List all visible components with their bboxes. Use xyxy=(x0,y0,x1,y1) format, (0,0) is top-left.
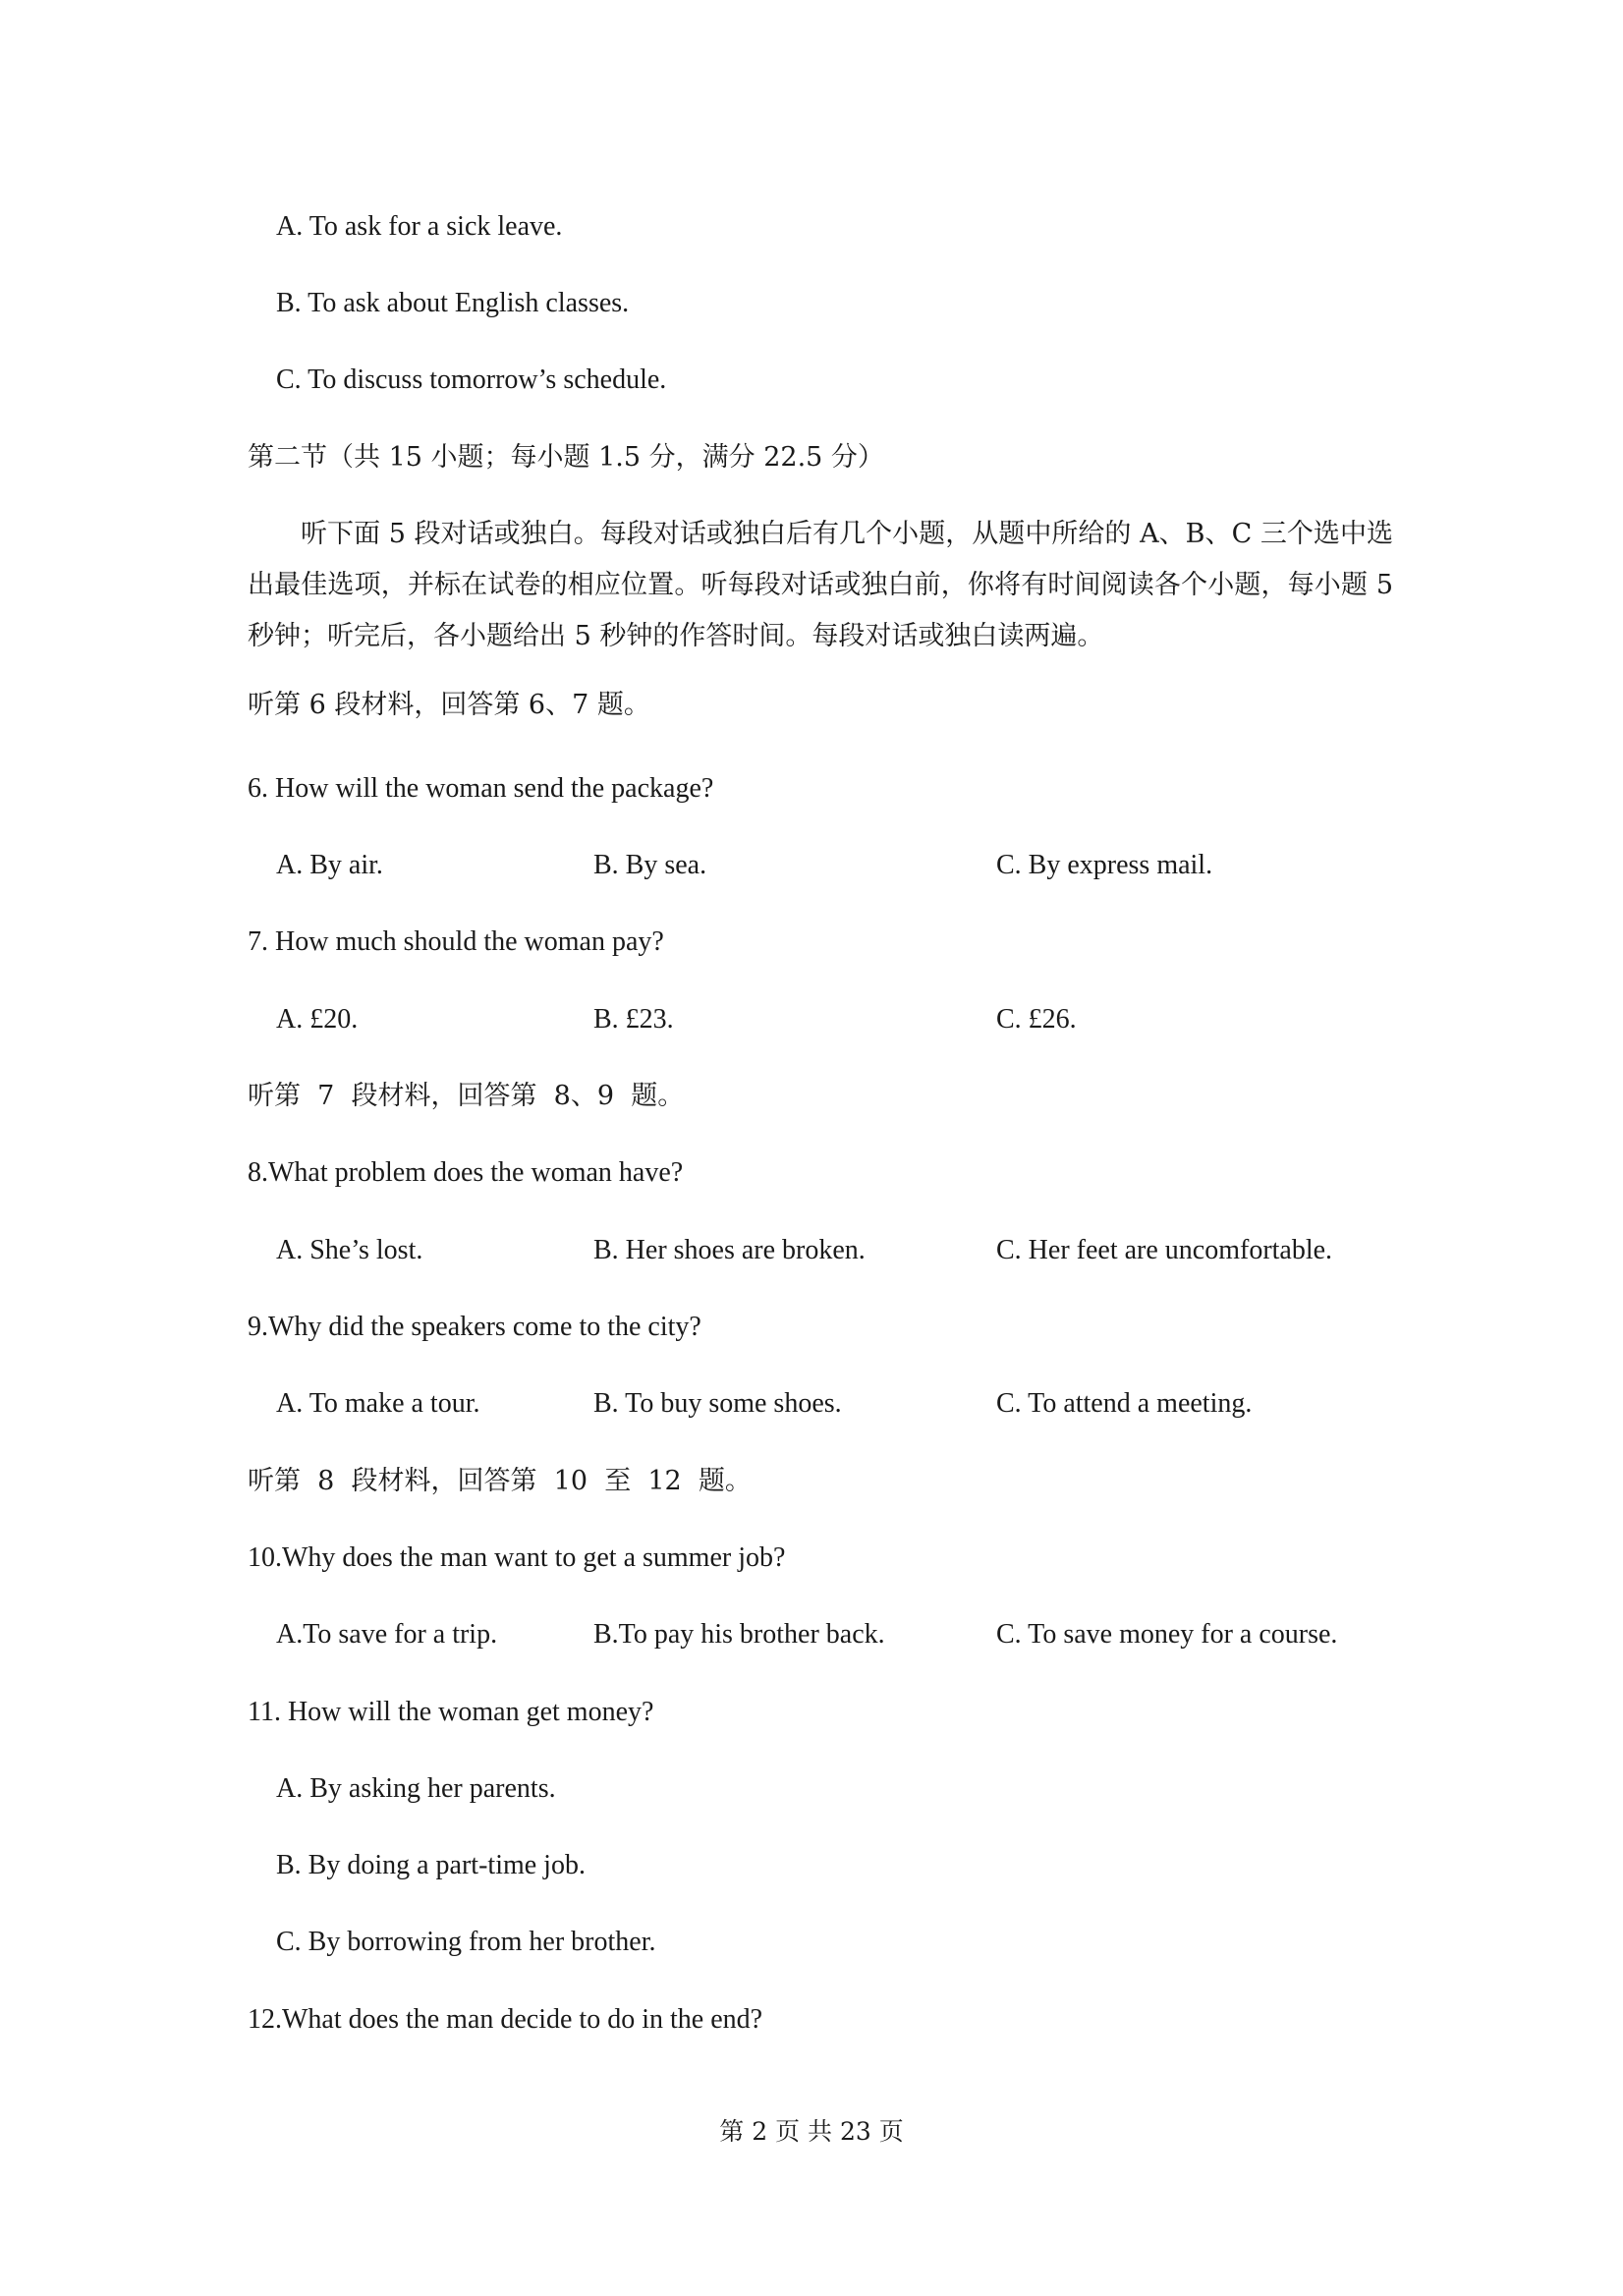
q11-option-c: C. By borrowing from her brother. xyxy=(276,1927,656,1957)
q7-option-a: A. £20. xyxy=(276,1004,359,1035)
q5-option-b: B. To ask about English classes. xyxy=(276,288,630,318)
question-10: 10.Why does the man want to get a summer job? xyxy=(248,1542,786,1573)
question-11: 11. How will the woman get money? xyxy=(248,1697,654,1727)
q8-option-b: B. Her shoes are broken. xyxy=(593,1235,866,1265)
question-8: 8.What problem does the woman have? xyxy=(248,1157,684,1188)
material7-heading: 听第 7 段材料，回答第 8、9 题。 xyxy=(248,1081,685,1111)
q10-option-b: B.To pay his brother back. xyxy=(593,1619,885,1650)
q10-option-a: A.To save for a trip. xyxy=(276,1619,498,1650)
material6-heading: 听第 6 段材料，回答第 6、7 题。 xyxy=(248,690,650,720)
q7-option-b: B. £23. xyxy=(593,1004,674,1035)
q6-option-b: B. By sea. xyxy=(593,850,707,880)
q7-option-c: C. £26. xyxy=(996,1004,1077,1035)
question-6: 6. How will the woman send the package? xyxy=(248,773,714,804)
q11-option-a: A. By asking her parents. xyxy=(276,1773,556,1804)
q6-option-c: C. By express mail. xyxy=(996,850,1213,880)
q11-option-b: B. By doing a part-time job. xyxy=(276,1850,586,1880)
q6-option-a: A. By air. xyxy=(276,850,383,880)
q5-option-c: C. To discuss tomorrow’s schedule. xyxy=(276,364,667,395)
q8-option-c: C. Her feet are uncomfortable. xyxy=(996,1235,1333,1265)
q10-option-c: C. To save money for a course. xyxy=(996,1619,1338,1650)
question-7: 7. How much should the woman pay? xyxy=(248,926,664,957)
section2-instructions: 听下面 5 段对话或独白。每段对话或独白后有几个小题，从题中所给的 A、B、C 三个选中选出最佳选项，并标在试卷的相应位置。听每段对话或独白前，你将有时间阅读各个小题，每小题 5 秒钟；听完后，各小题给出 5 秒钟的作答时间。每段对话或独白读两遍。 xyxy=(248,519,1393,651)
q9-option-c: C. To attend a meeting. xyxy=(996,1388,1253,1419)
page-footer: 第 2 页 共 23 页 xyxy=(719,2117,904,2146)
q9-option-a: A. To make a tour. xyxy=(276,1388,480,1419)
question-12: 12.What does the man decide to do in the end? xyxy=(248,2004,763,2035)
q8-option-a: A. She’s lost. xyxy=(276,1235,423,1265)
material8-heading: 听第 8 段材料，回答第 10 至 12 题。 xyxy=(248,1466,752,1496)
q5-option-a: A. To ask for a sick leave. xyxy=(276,211,563,242)
question-9: 9.Why did the speakers come to the city? xyxy=(248,1312,701,1342)
q9-option-b: B. To buy some shoes. xyxy=(593,1388,842,1419)
section2-title: 第二节（共 15 小题；每小题 1.5 分，满分 22.5 分） xyxy=(248,442,884,473)
